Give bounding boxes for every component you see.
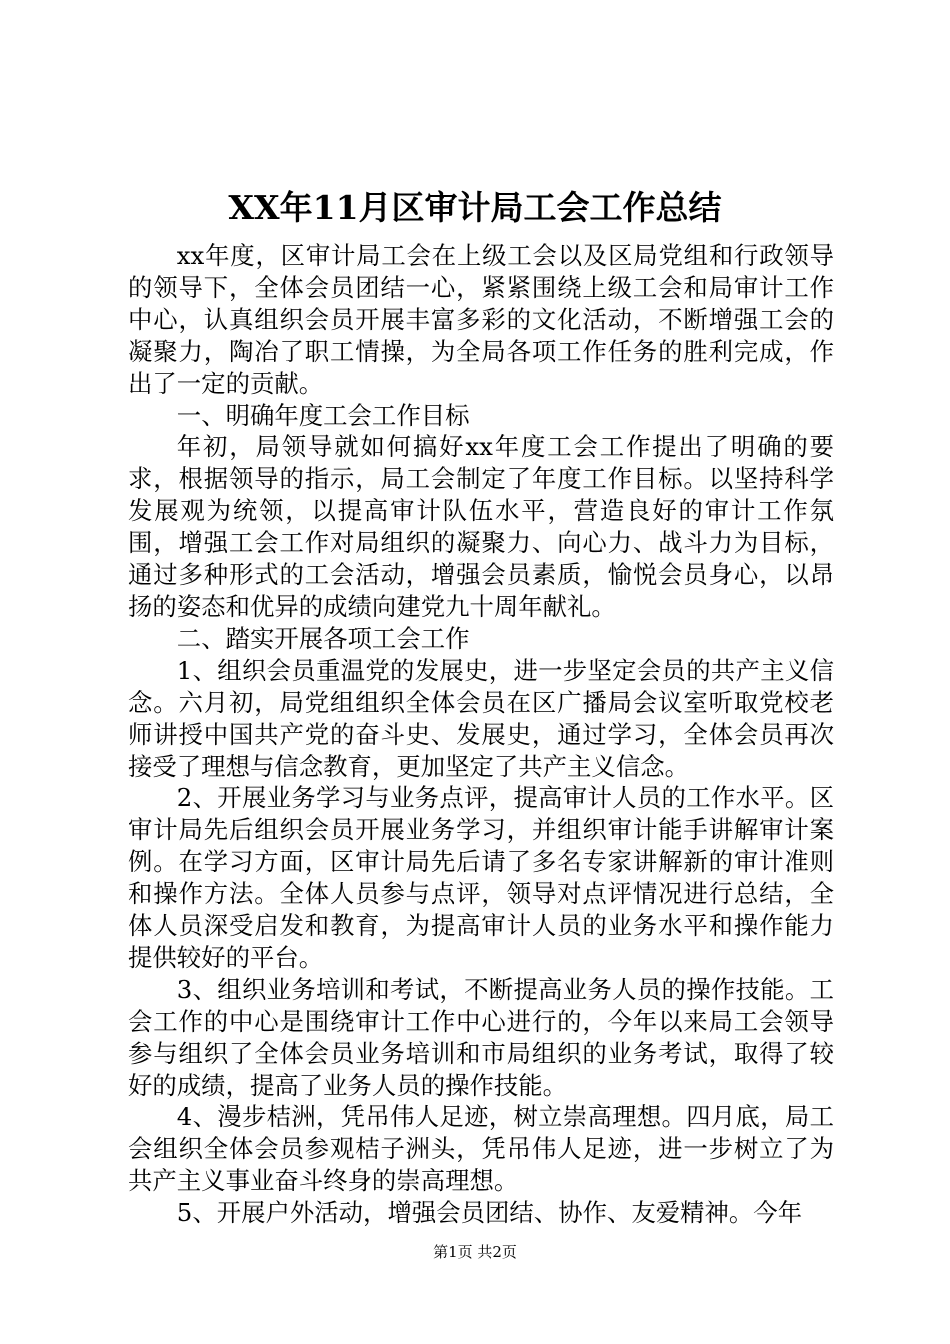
paragraph-intro: xx年度，区审计局工会在上级工会以及区局党组和行政领导的领导下，全体会员团结一心，紧紧围绕上级工会和局审计工作中心，认真组织会员开展丰富多彩的文化活动，不断增强工会的凝聚力，陶冶了职工情操，为全局各项工作任务的胜利完成，作出了一定的贡献。 [128, 241, 834, 398]
paragraph-item-5: 5、开展户外活动，增强会员团结、协作、友爱精神。今年 [176, 1198, 803, 1228]
section-heading-2: 二、踏实开展各项工会工作 [176, 623, 470, 653]
document-title: XX年11月区审计局工会工作总结 [228, 188, 722, 227]
page-footer: 第1页 共2页 [433, 1243, 517, 1261]
paragraph-item-2: 2、开展业务学习与业务点评，提高审计人员的工作水平。区审计局先后组织会员开展业务学习，并组织审计能手讲解审计案例。在学习方面，区审计局先后请了多名专家讲解新的审计准则和操作方法。全体人员参与点评，领导对点评情况进行总结，全体人员深受启发和教育，为提高审计人员的业务水平和操作能力提供较好的平台。 [128, 783, 834, 972]
paragraph-item-1: 1、组织会员重温党的发展史，进一步坚定会员的共产主义信念。六月初，局党组组织全体会员在区广播局会议室听取党校老师讲授中国共产党的奋斗史、发展史，通过学习，全体会员再次接受了理想与信念教育，更加坚定了共产主义信念。 [128, 655, 834, 781]
document-body [128, 240, 834, 1229]
paragraph-item-3: 3、组织业务培训和考试，不断提高业务人员的操作技能。工会工作的中心是围绕审计工作中心进行的，今年以来局工会领导参与组织了全体会员业务培训和市局组织的业务考试，取得了较好的成绩，提高了业务人员的操作技能。 [128, 974, 834, 1100]
section-heading-1: 一、明确年度工会工作目标 [176, 400, 470, 430]
paragraph-item-4: 4、漫步桔洲，凭吊伟人足迹，树立崇高理想。四月底，局工会组织全体会员参观桔子洲头，凭吊伟人足迹，进一步树立了为共产主义事业奋斗终身的崇高理想。 [128, 1102, 834, 1196]
paragraph-goals: 年初，局领导就如何搞好xx年度工会工作提出了明确的要求，根据领导的指示，局工会制定了年度工作目标。以坚持科学发展观为统领，以提高审计队伍水平，营造良好的审计工作氛围，增强工会工作对局组织的凝聚力、向心力、战斗力为目标，通过多种形式的工会活动，增强会员素质，愉悦会员身心，以昂扬的姿态和优异的成绩向建党九十周年献礼。 [128, 432, 834, 621]
